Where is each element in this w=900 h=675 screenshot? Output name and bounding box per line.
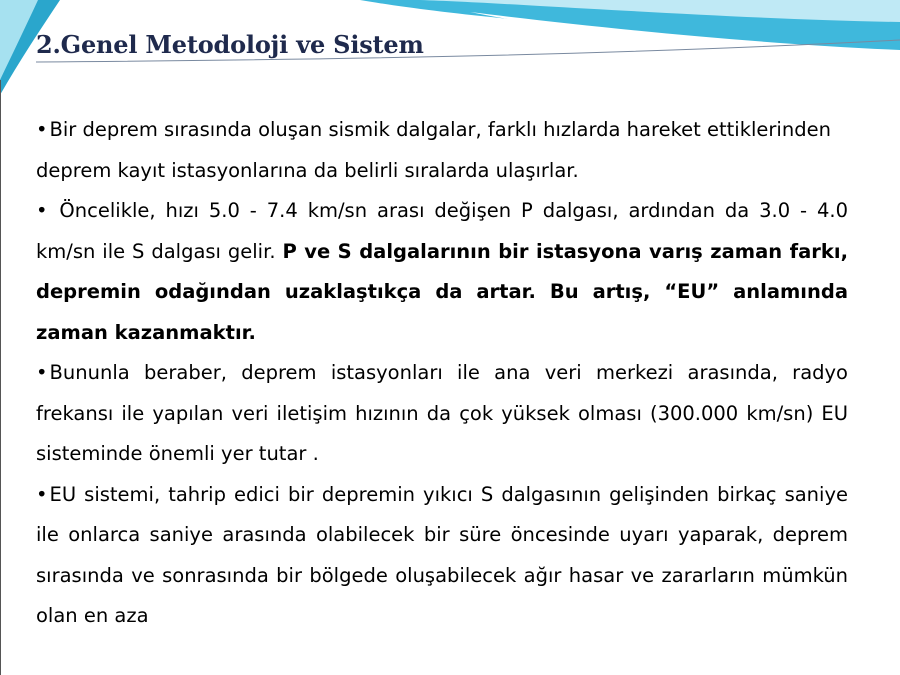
p2-normal-text: Öncelikle, hızı 5.0 - 7.4 km/sn arası değişen P dalgası, ardından da 3.0 - 4.0 km/sn ile S dalgası gelir. xyxy=(36,199,848,263)
bullet: • xyxy=(36,118,48,141)
paragraph-1-line2: deprem kayıt istasyonlarına da belirli sıralarda ulaşırlar. xyxy=(36,158,579,182)
paragraph-4 xyxy=(36,475,848,637)
slide-body xyxy=(36,110,848,637)
left-edge-line xyxy=(0,80,1,675)
p1-line1: Bir deprem sırasında oluşan sismik dalgalar, farklı hızlarda hareket ettiklerinden xyxy=(49,118,831,141)
paragraph-3 xyxy=(36,353,848,475)
p4-text: EU sistemi, tahrip edici bir depremin yıkıcı S dalgasının gelişinden birkaç saniye ile onlarca saniye arasında olabilecek bir süre öncesinde uyarı yaparak, deprem sırasında ve sonrasında bir bölgede oluşabilecek ağır hasar ve zararların mümkün olan en aza xyxy=(36,482,848,627)
p3-text: Bununla beraber, deprem istasyonları ile ana veri merkezi arasında, radyo frekansı ile yapılan veri iletişim hızının da çok yüksek olması (300.000 km/sn) EU sisteminde önemli yer tutar . xyxy=(36,361,848,465)
bullet: • xyxy=(36,482,48,506)
paragraph-1 xyxy=(36,110,848,151)
paragraph-2 xyxy=(36,191,848,353)
slide-title: 2.Genel Metodoloji ve Sistem xyxy=(36,30,424,59)
bullet: • xyxy=(36,199,48,222)
bullet: • xyxy=(36,361,48,384)
p2-bold-text: P ve S dalgalarının bir istasyona varış zaman farkı, depremin odağından uzaklaştıkça da artar. Bu artış, “EU” anlamında zaman kazanmaktır. xyxy=(36,239,848,344)
